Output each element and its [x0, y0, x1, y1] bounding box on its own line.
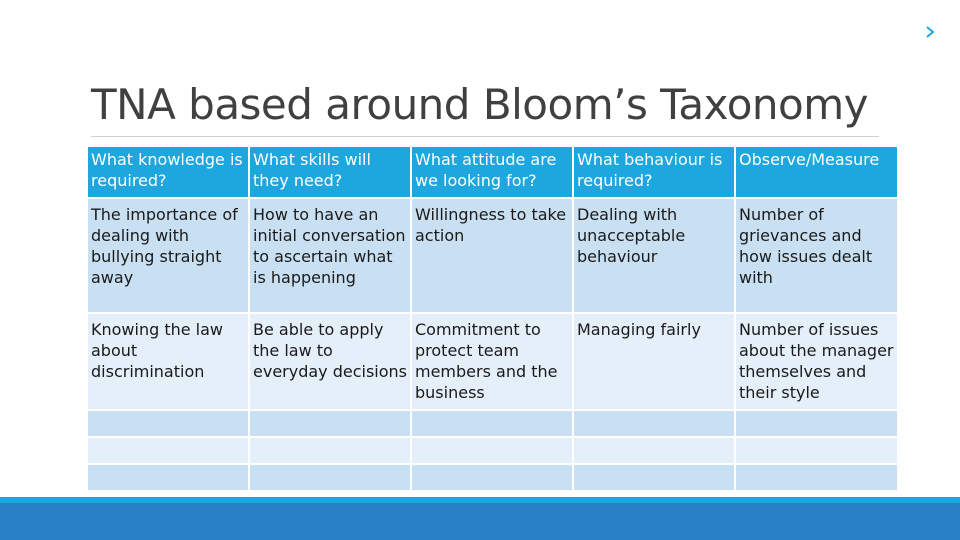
- table-cell: [249, 464, 411, 491]
- header-skills: What skills will they need?: [249, 146, 411, 198]
- table-cell: How to have an initial conversation to ascertain what is happening: [249, 198, 411, 313]
- title-divider: [91, 136, 879, 137]
- table-row-empty: [87, 464, 898, 491]
- table-cell: Commitment to protect team members and the business: [411, 313, 573, 410]
- table-cell: Managing fairly: [573, 313, 735, 410]
- table-cell: Be able to apply the law to everyday decisions: [249, 313, 411, 410]
- table-cell: Number of grievances and how issues dealt with: [735, 198, 898, 313]
- table-row: [87, 313, 898, 410]
- arrow-icon: [924, 26, 936, 38]
- table-cell: [411, 437, 573, 464]
- table-cell: The importance of dealing with bullying straight away: [87, 198, 249, 313]
- table-row-empty: [87, 410, 898, 437]
- table-cell: [87, 437, 249, 464]
- table-cell: [249, 437, 411, 464]
- table-cell: [573, 410, 735, 437]
- table-row: [87, 198, 898, 313]
- table-cell: [735, 464, 898, 491]
- tna-table: [86, 145, 899, 492]
- table-cell: [573, 437, 735, 464]
- table-cell: [249, 410, 411, 437]
- table-cell: Dealing with unacceptable behaviour: [573, 198, 735, 313]
- header-behaviour: What behaviour is required?: [573, 146, 735, 198]
- table-cell: [411, 464, 573, 491]
- table-cell: [573, 464, 735, 491]
- slide-title: TNA based around Bloom’s Taxonomy: [91, 80, 868, 129]
- table-row-empty: [87, 437, 898, 464]
- header-knowledge: What knowledge is required?: [87, 146, 249, 198]
- table-cell: [735, 410, 898, 437]
- table-cell: [87, 410, 249, 437]
- header-attitude: What attitude are we looking for?: [411, 146, 573, 198]
- table-cell: [411, 410, 573, 437]
- table-cell: Willingness to take action: [411, 198, 573, 313]
- table-cell: [735, 437, 898, 464]
- table-cell: [87, 464, 249, 491]
- table-header-row: [87, 146, 898, 198]
- table-cell: Knowing the law about discrimination: [87, 313, 249, 410]
- table-cell: Number of issues about the manager themselves and their style: [735, 313, 898, 410]
- header-observe-measure: Observe/Measure: [735, 146, 898, 198]
- footer-band: [0, 503, 960, 540]
